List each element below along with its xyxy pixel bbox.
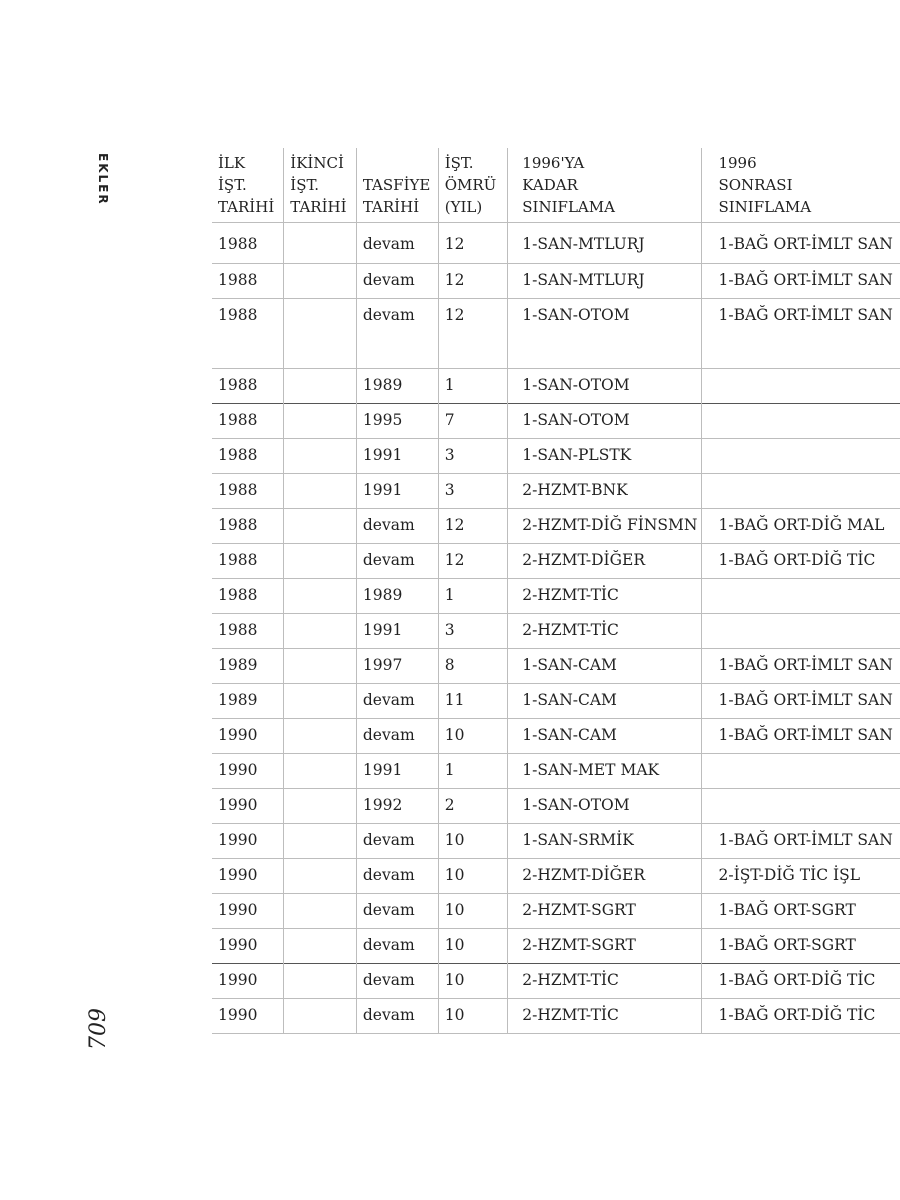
cell-classification-pre-1996: 1-SAN-SRMİK — [508, 824, 702, 859]
cell-company-age: 7 — [438, 404, 508, 439]
cell-classification-post-1996: 1-BAĞ ORT-DİĞ TİC — [702, 544, 900, 579]
cell-company-age: 1 — [438, 369, 508, 404]
cell-second-start-date — [284, 264, 357, 299]
table-row — [212, 649, 900, 684]
cell-company-age: 11 — [438, 684, 508, 719]
cell-liquidation-date: 1989 — [356, 579, 438, 614]
cell-company-age: 1 — [438, 579, 508, 614]
cell-company-age: 10 — [438, 719, 508, 754]
cell-classification-post-1996: 2-İŞT-DİĞ TİC İŞL — [702, 859, 900, 894]
cell-first-start-date: 1988 — [212, 404, 284, 439]
table-row — [212, 299, 900, 369]
cell-classification-pre-1996: 1-SAN-OTOM — [508, 789, 702, 824]
table-row — [212, 789, 900, 824]
cell-first-start-date: 1988 — [212, 299, 284, 369]
header-line: İŞT. — [218, 176, 247, 194]
cell-classification-pre-1996: 2-HZMT-DİĞER — [508, 544, 702, 579]
cell-classification-pre-1996: 2-HZMT-TİC — [508, 579, 702, 614]
table-row — [212, 719, 900, 754]
cell-classification-pre-1996: 2-HZMT-DİĞ FİNSMN — [508, 509, 702, 544]
cell-first-start-date: 1990 — [212, 859, 284, 894]
cell-liquidation-date: 1991 — [356, 474, 438, 509]
cell-classification-post-1996: 1-BAĞ ORT-SGRT — [702, 894, 900, 929]
header-line: TARİHİ — [362, 198, 420, 216]
cell-classification-pre-1996: 1-SAN-OTOM — [508, 299, 702, 369]
cell-first-start-date: 1989 — [212, 649, 284, 684]
table-row — [212, 754, 900, 789]
header-line: (YIL) — [444, 198, 483, 216]
table-row — [212, 824, 900, 859]
cell-company-age: 10 — [438, 964, 508, 999]
cell-classification-post-1996 — [702, 579, 900, 614]
cell-classification-post-1996: 1-BAĞ ORT-İMLT SAN — [702, 223, 900, 264]
cell-first-start-date: 1990 — [212, 999, 284, 1034]
header-line: İŞT. — [444, 154, 474, 172]
cell-second-start-date — [284, 894, 357, 929]
cell-first-start-date: 1988 — [212, 614, 284, 649]
cell-classification-post-1996: 1-BAĞ ORT-İMLT SAN — [702, 649, 900, 684]
table-row — [212, 474, 900, 509]
cell-company-age: 1 — [438, 754, 508, 789]
cell-liquidation-date: 1992 — [356, 789, 438, 824]
cell-classification-post-1996: 1-BAĞ ORT-DİĞ TİC — [702, 964, 900, 999]
cell-classification-post-1996 — [702, 369, 900, 404]
cell-company-age: 12 — [438, 223, 508, 264]
cell-classification-post-1996: 1-BAĞ ORT-DİĞ MAL — [702, 509, 900, 544]
cell-first-start-date: 1990 — [212, 894, 284, 929]
cell-classification-post-1996 — [702, 439, 900, 474]
cell-liquidation-date: devam — [356, 859, 438, 894]
header-line: İŞT. — [290, 176, 320, 194]
cell-second-start-date — [284, 964, 357, 999]
cell-classification-post-1996: 1-BAĞ ORT-İMLT SAN — [702, 824, 900, 859]
data-table — [212, 148, 900, 1034]
cell-first-start-date: 1989 — [212, 684, 284, 719]
cell-company-age: 8 — [438, 649, 508, 684]
cell-company-age: 3 — [438, 614, 508, 649]
header-line: İKİNCİ — [290, 154, 344, 172]
cell-classification-post-1996 — [702, 404, 900, 439]
cell-company-age: 10 — [438, 929, 508, 964]
table-row — [212, 999, 900, 1034]
table-row — [212, 369, 900, 404]
cell-first-start-date: 1990 — [212, 789, 284, 824]
cell-liquidation-date: devam — [356, 964, 438, 999]
cell-liquidation-date: devam — [356, 999, 438, 1034]
cell-company-age: 12 — [438, 544, 508, 579]
cell-first-start-date: 1988 — [212, 509, 284, 544]
cell-liquidation-date: devam — [356, 544, 438, 579]
cell-second-start-date — [284, 474, 357, 509]
cell-second-start-date — [284, 649, 357, 684]
cell-second-start-date — [284, 223, 357, 264]
header-line: SINIFLAMA — [718, 198, 812, 216]
cell-company-age: 2 — [438, 789, 508, 824]
cell-liquidation-date: 1991 — [356, 614, 438, 649]
cell-classification-post-1996 — [702, 754, 900, 789]
cell-liquidation-date: 1989 — [356, 369, 438, 404]
cell-first-start-date: 1988 — [212, 369, 284, 404]
table-row — [212, 439, 900, 474]
cell-liquidation-date: devam — [356, 264, 438, 299]
header-second-start-date — [284, 148, 357, 223]
cell-liquidation-date: 1997 — [356, 649, 438, 684]
section-label: EKLER — [96, 153, 110, 206]
cell-classification-pre-1996: 2-HZMT-TİC — [508, 964, 702, 999]
cell-company-age: 12 — [438, 509, 508, 544]
cell-classification-post-1996: 1-BAĞ ORT-İMLT SAN — [702, 299, 900, 369]
table-row — [212, 859, 900, 894]
header-line: İLK — [218, 154, 246, 172]
table-body — [212, 223, 900, 1034]
cell-second-start-date — [284, 509, 357, 544]
cell-liquidation-date: devam — [356, 299, 438, 369]
cell-classification-pre-1996: 1-SAN-CAM — [508, 719, 702, 754]
cell-classification-post-1996: 1-BAĞ ORT-İMLT SAN — [702, 264, 900, 299]
table-row — [212, 404, 900, 439]
cell-first-start-date: 1990 — [212, 929, 284, 964]
cell-liquidation-date: 1991 — [356, 754, 438, 789]
cell-classification-post-1996: 1-BAĞ ORT-İMLT SAN — [702, 684, 900, 719]
cell-second-start-date — [284, 719, 357, 754]
cell-first-start-date: 1988 — [212, 223, 284, 264]
cell-classification-pre-1996: 1-SAN-CAM — [508, 649, 702, 684]
header-classification-post-1996 — [702, 148, 900, 223]
cell-classification-post-1996: 1-BAĞ ORT-SGRT — [702, 929, 900, 964]
cell-classification-pre-1996: 2-HZMT-DİĞER — [508, 859, 702, 894]
cell-classification-pre-1996: 1-SAN-MTLURJ — [508, 264, 702, 299]
page-number: 709 — [86, 1008, 111, 1050]
cell-classification-post-1996 — [702, 789, 900, 824]
header-line: SONRASI — [718, 176, 793, 194]
cell-second-start-date — [284, 999, 357, 1034]
header-company-age — [438, 148, 508, 223]
cell-classification-post-1996 — [702, 474, 900, 509]
cell-second-start-date — [284, 824, 357, 859]
cell-second-start-date — [284, 754, 357, 789]
header-line: TASFİYE — [362, 176, 431, 194]
cell-first-start-date: 1990 — [212, 964, 284, 999]
cell-liquidation-date: 1991 — [356, 439, 438, 474]
cell-classification-pre-1996: 1-SAN-CAM — [508, 684, 702, 719]
cell-company-age: 10 — [438, 999, 508, 1034]
cell-classification-pre-1996: 2-HZMT-SGRT — [508, 929, 702, 964]
cell-second-start-date — [284, 404, 357, 439]
cell-classification-pre-1996: 1-SAN-OTOM — [508, 404, 702, 439]
cell-second-start-date — [284, 439, 357, 474]
cell-classification-post-1996: 1-BAĞ ORT-İMLT SAN — [702, 719, 900, 754]
table-row — [212, 614, 900, 649]
table-header-row — [212, 148, 900, 223]
table-row — [212, 223, 900, 264]
table-row — [212, 579, 900, 614]
cell-classification-post-1996 — [702, 614, 900, 649]
cell-second-start-date — [284, 684, 357, 719]
cell-company-age: 3 — [438, 474, 508, 509]
cell-second-start-date — [284, 929, 357, 964]
cell-company-age: 10 — [438, 859, 508, 894]
cell-second-start-date — [284, 299, 357, 369]
table-row — [212, 544, 900, 579]
cell-liquidation-date: devam — [356, 719, 438, 754]
cell-company-age: 3 — [438, 439, 508, 474]
cell-classification-pre-1996: 1-SAN-PLSTK — [508, 439, 702, 474]
cell-company-age: 12 — [438, 264, 508, 299]
cell-first-start-date: 1988 — [212, 474, 284, 509]
cell-company-age: 12 — [438, 299, 508, 369]
cell-classification-pre-1996: 1-SAN-MET MAK — [508, 754, 702, 789]
cell-second-start-date — [284, 579, 357, 614]
cell-company-age: 10 — [438, 824, 508, 859]
table-row — [212, 894, 900, 929]
header-classification-pre-1996 — [508, 148, 702, 223]
header-line: ÖMRÜ — [444, 176, 497, 194]
cell-classification-post-1996: 1-BAĞ ORT-DİĞ TİC — [702, 999, 900, 1034]
header-line: KADAR — [522, 176, 578, 194]
cell-first-start-date: 1988 — [212, 439, 284, 474]
cell-liquidation-date: devam — [356, 223, 438, 264]
header-first-start-date — [212, 148, 284, 223]
cell-classification-pre-1996: 1-SAN-OTOM — [508, 369, 702, 404]
cell-classification-pre-1996: 2-HZMT-TİC — [508, 999, 702, 1034]
cell-second-start-date — [284, 614, 357, 649]
cell-liquidation-date: devam — [356, 824, 438, 859]
cell-liquidation-date: 1995 — [356, 404, 438, 439]
cell-company-age: 10 — [438, 894, 508, 929]
cell-first-start-date: 1990 — [212, 719, 284, 754]
header-line: 1996 — [718, 154, 757, 172]
table-row — [212, 509, 900, 544]
table-row — [212, 964, 900, 999]
table-row — [212, 929, 900, 964]
cell-first-start-date: 1988 — [212, 579, 284, 614]
header-line: TARİHİ — [290, 198, 347, 216]
cell-classification-pre-1996: 2-HZMT-SGRT — [508, 894, 702, 929]
cell-first-start-date: 1990 — [212, 754, 284, 789]
header-line: TARİHİ — [218, 198, 275, 216]
header-line: 1996'YA — [522, 154, 585, 172]
cell-first-start-date: 1988 — [212, 544, 284, 579]
cell-first-start-date: 1990 — [212, 824, 284, 859]
cell-second-start-date — [284, 859, 357, 894]
cell-classification-pre-1996: 1-SAN-MTLURJ — [508, 223, 702, 264]
cell-classification-pre-1996: 2-HZMT-TİC — [508, 614, 702, 649]
header-line: SINIFLAMA — [522, 198, 615, 216]
cell-liquidation-date: devam — [356, 929, 438, 964]
table-row — [212, 264, 900, 299]
cell-liquidation-date: devam — [356, 894, 438, 929]
cell-second-start-date — [284, 544, 357, 579]
table-row — [212, 684, 900, 719]
cell-classification-pre-1996: 2-HZMT-BNK — [508, 474, 702, 509]
cell-second-start-date — [284, 789, 357, 824]
header-liquidation-date — [356, 148, 438, 223]
cell-liquidation-date: devam — [356, 684, 438, 719]
cell-first-start-date: 1988 — [212, 264, 284, 299]
cell-liquidation-date: devam — [356, 509, 438, 544]
cell-second-start-date — [284, 369, 357, 404]
